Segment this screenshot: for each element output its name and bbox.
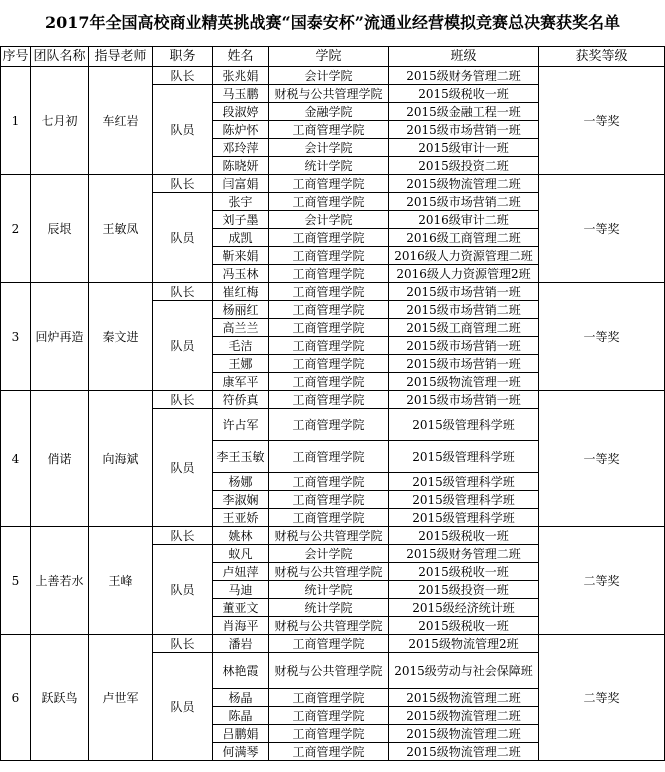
member-college-cell: 工商管理学院 (269, 725, 389, 743)
award-cell: 二等奖 (539, 527, 665, 635)
team-number-cell: 1 (1, 67, 31, 175)
member-college-cell: 会计学院 (269, 139, 389, 157)
member-class-cell: 2015级税收一班 (389, 527, 539, 545)
member-class-cell: 2015级审计一班 (389, 139, 539, 157)
role-member-cell: 队员 (153, 301, 213, 391)
member-name-cell: 李王玉敏 (213, 441, 269, 473)
advisor-cell: 车红岩 (89, 67, 153, 175)
advisor-cell: 卢世军 (89, 635, 153, 761)
member-name-cell: 肖海平 (213, 617, 269, 635)
member-name-cell: 马玉鹏 (213, 85, 269, 103)
member-name-cell: 蚁凡 (213, 545, 269, 563)
member-name-cell: 靳来娟 (213, 247, 269, 265)
member-name-cell: 王亚娇 (213, 509, 269, 527)
member-class-cell: 2015级市场营销一班 (389, 355, 539, 373)
member-class-cell: 2015级物流管理二班 (389, 725, 539, 743)
member-class-cell: 2015级管理科学班 (389, 473, 539, 491)
member-name-cell: 刘子墨 (213, 211, 269, 229)
award-cell: 一等奖 (539, 283, 665, 391)
header-cell: 姓名 (213, 47, 269, 67)
team-name-cell: 俏诺 (31, 391, 89, 527)
table-row (1, 67, 665, 85)
member-name-cell: 何满琴 (213, 743, 269, 761)
member-name-cell: 许占军 (213, 409, 269, 441)
member-college-cell: 统计学院 (269, 157, 389, 175)
member-name-cell: 康军平 (213, 373, 269, 391)
advisor-cell: 王敏凤 (89, 175, 153, 283)
member-class-cell: 2015级市场营销一班 (389, 283, 539, 301)
member-name-cell: 高兰兰 (213, 319, 269, 337)
member-class-cell: 2015级管理科学班 (389, 509, 539, 527)
role-leader-cell: 队长 (153, 283, 213, 301)
team-name-cell: 回炉再造 (31, 283, 89, 391)
team-number-cell: 3 (1, 283, 31, 391)
header-cell: 班级 (389, 47, 539, 67)
member-college-cell: 会计学院 (269, 211, 389, 229)
member-college-cell: 工商管理学院 (269, 473, 389, 491)
member-name-cell: 马迪 (213, 581, 269, 599)
table-row (1, 635, 665, 653)
member-class-cell: 2015级市场营销一班 (389, 121, 539, 139)
header-cell: 序号 (1, 47, 31, 67)
member-name-cell: 张宇 (213, 193, 269, 211)
member-college-cell: 会计学院 (269, 67, 389, 85)
member-class-cell: 2015级物流管理二班 (389, 175, 539, 193)
member-name-cell: 符侨真 (213, 391, 269, 409)
member-name-cell: 杨娜 (213, 473, 269, 491)
award-cell: 一等奖 (539, 391, 665, 527)
member-college-cell: 会计学院 (269, 545, 389, 563)
member-class-cell: 2015级物流管理二班 (389, 743, 539, 761)
header-cell: 指导老师 (89, 47, 153, 67)
member-college-cell: 财税与公共管理学院 (269, 653, 389, 689)
member-name-cell: 邓玲萍 (213, 139, 269, 157)
team-number-cell: 6 (1, 635, 31, 761)
team-name-cell: 七月初 (31, 67, 89, 175)
member-college-cell: 工商管理学院 (269, 265, 389, 283)
member-class-cell: 2015级市场营销二班 (389, 193, 539, 211)
member-class-cell: 2015级物流管理2班 (389, 635, 539, 653)
table-body (1, 67, 665, 761)
member-class-cell: 2015级金融工程一班 (389, 103, 539, 121)
member-class-cell: 2015级管理科学班 (389, 441, 539, 473)
member-class-cell: 2016级审计二班 (389, 211, 539, 229)
member-college-cell: 工商管理学院 (269, 175, 389, 193)
member-class-cell: 2015级劳动与社会保障班 (389, 653, 539, 689)
member-name-cell: 闫富娟 (213, 175, 269, 193)
member-college-cell: 财税与公共管理学院 (269, 563, 389, 581)
member-class-cell: 2015级财务管理二班 (389, 67, 539, 85)
advisor-cell: 秦文进 (89, 283, 153, 391)
member-college-cell: 工商管理学院 (269, 229, 389, 247)
member-class-cell: 2016级人力资源管理二班 (389, 247, 539, 265)
team-name-cell: 辰垠 (31, 175, 89, 283)
role-member-cell: 队员 (153, 85, 213, 175)
header-cell: 职务 (153, 47, 213, 67)
table-row (1, 391, 665, 409)
team-name-cell: 跃跃鸟 (31, 635, 89, 761)
member-college-cell: 统计学院 (269, 581, 389, 599)
member-name-cell: 林艳霞 (213, 653, 269, 689)
member-college-cell: 工商管理学院 (269, 509, 389, 527)
member-name-cell: 姚林 (213, 527, 269, 545)
table-row (1, 527, 665, 545)
role-leader-cell: 队长 (153, 635, 213, 653)
member-class-cell: 2016级人力资源管理2班 (389, 265, 539, 283)
member-college-cell: 财税与公共管理学院 (269, 617, 389, 635)
table-row (1, 283, 665, 301)
member-college-cell: 统计学院 (269, 599, 389, 617)
member-name-cell: 毛洁 (213, 337, 269, 355)
team-number-cell: 2 (1, 175, 31, 283)
header-cell: 获奖等级 (539, 47, 665, 67)
award-cell: 二等奖 (539, 635, 665, 761)
member-name-cell: 王娜 (213, 355, 269, 373)
role-leader-cell: 队长 (153, 67, 213, 85)
member-class-cell: 2015级管理科学班 (389, 409, 539, 441)
member-name-cell: 陈晶 (213, 707, 269, 725)
member-class-cell: 2015级市场营销一班 (389, 337, 539, 355)
member-class-cell: 2015级管理科学班 (389, 491, 539, 509)
award-cell: 一等奖 (539, 175, 665, 283)
role-leader-cell: 队长 (153, 527, 213, 545)
member-college-cell: 财税与公共管理学院 (269, 85, 389, 103)
member-class-cell: 2015级税收一班 (389, 85, 539, 103)
member-class-cell: 2015级税收一班 (389, 563, 539, 581)
member-name-cell: 张兆娟 (213, 67, 269, 85)
member-name-cell: 卢妞萍 (213, 563, 269, 581)
role-member-cell: 队员 (153, 193, 213, 283)
role-leader-cell: 队长 (153, 175, 213, 193)
member-name-cell: 崔红梅 (213, 283, 269, 301)
member-name-cell: 陈炉怀 (213, 121, 269, 139)
member-name-cell: 成凯 (213, 229, 269, 247)
member-class-cell: 2015级投资二班 (389, 157, 539, 175)
member-college-cell: 工商管理学院 (269, 635, 389, 653)
member-name-cell: 董亚文 (213, 599, 269, 617)
member-name-cell: 吕鹏娟 (213, 725, 269, 743)
member-name-cell: 段淑婷 (213, 103, 269, 121)
member-name-cell: 潘岩 (213, 635, 269, 653)
member-college-cell: 工商管理学院 (269, 373, 389, 391)
member-college-cell: 工商管理学院 (269, 491, 389, 509)
header-cell: 团队名称 (31, 47, 89, 67)
role-member-cell: 队员 (153, 409, 213, 527)
team-name-cell: 上善若水 (31, 527, 89, 635)
role-member-cell: 队员 (153, 545, 213, 635)
member-class-cell: 2015级市场营销二班 (389, 301, 539, 319)
member-college-cell: 财税与公共管理学院 (269, 527, 389, 545)
member-class-cell: 2015级物流管理一班 (389, 373, 539, 391)
member-class-cell: 2015级工商管理二班 (389, 319, 539, 337)
member-college-cell: 工商管理学院 (269, 337, 389, 355)
member-name-cell: 李淑娴 (213, 491, 269, 509)
role-leader-cell: 队长 (153, 391, 213, 409)
member-name-cell: 冯玉林 (213, 265, 269, 283)
member-class-cell: 2015级经济统计班 (389, 599, 539, 617)
advisor-cell: 王峰 (89, 527, 153, 635)
member-name-cell: 杨晶 (213, 689, 269, 707)
member-college-cell: 工商管理学院 (269, 121, 389, 139)
role-member-cell: 队员 (153, 653, 213, 761)
member-college-cell: 金融学院 (269, 103, 389, 121)
table-row (1, 175, 665, 193)
advisor-cell: 向海斌 (89, 391, 153, 527)
member-college-cell: 工商管理学院 (269, 707, 389, 725)
member-class-cell: 2015级物流管理二班 (389, 707, 539, 725)
member-college-cell: 工商管理学院 (269, 409, 389, 441)
header-cell: 学院 (269, 47, 389, 67)
member-college-cell: 工商管理学院 (269, 283, 389, 301)
member-college-cell: 工商管理学院 (269, 743, 389, 761)
member-class-cell: 2015级税收一班 (389, 617, 539, 635)
member-class-cell: 2016级工商管理二班 (389, 229, 539, 247)
page-title: 2017年全国高校商业精英挑战赛“国泰安杯”流通业经营模拟竞赛总决赛获奖名单 (45, 13, 620, 32)
member-class-cell: 2015级投资一班 (389, 581, 539, 599)
member-name-cell: 陈晓妍 (213, 157, 269, 175)
member-college-cell: 工商管理学院 (269, 441, 389, 473)
member-class-cell: 2015级市场营销一班 (389, 391, 539, 409)
member-class-cell: 2015级财务管理二班 (389, 545, 539, 563)
member-college-cell: 工商管理学院 (269, 301, 389, 319)
member-college-cell: 工商管理学院 (269, 247, 389, 265)
member-college-cell: 工商管理学院 (269, 391, 389, 409)
award-table (0, 46, 665, 761)
member-college-cell: 工商管理学院 (269, 319, 389, 337)
award-cell: 一等奖 (539, 67, 665, 175)
table-header-row (1, 47, 665, 67)
team-number-cell: 5 (1, 527, 31, 635)
member-class-cell: 2015级物流管理二班 (389, 689, 539, 707)
member-college-cell: 工商管理学院 (269, 193, 389, 211)
member-college-cell: 工商管理学院 (269, 689, 389, 707)
member-college-cell: 工商管理学院 (269, 355, 389, 373)
member-name-cell: 杨丽红 (213, 301, 269, 319)
team-number-cell: 4 (1, 391, 31, 527)
